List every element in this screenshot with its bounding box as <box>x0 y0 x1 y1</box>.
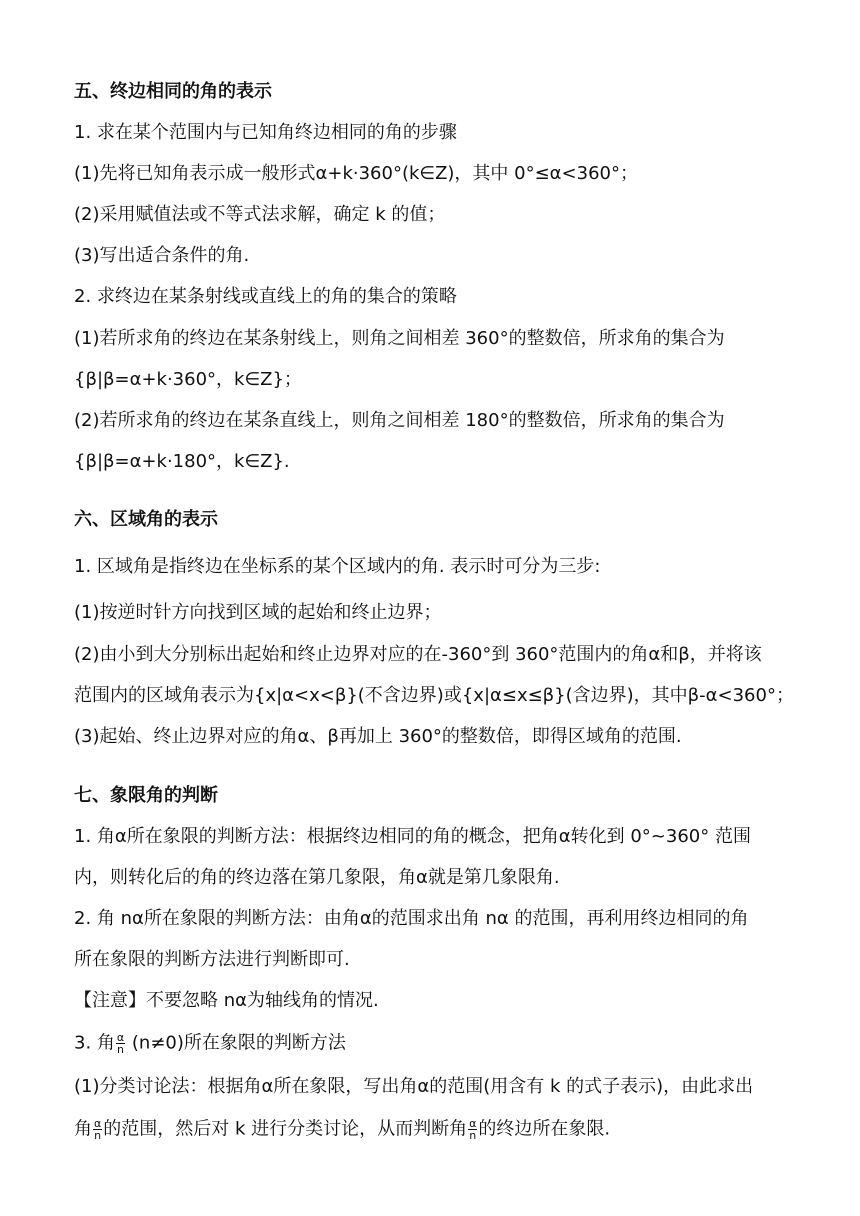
s7-line-8-a: 角 <box>74 1118 92 1140</box>
s6-line-3: (2)由小到大分别标出起始和终止边界对应的在-360°到 360°范围内的角α和β，并将该 <box>74 644 762 665</box>
s6-line-4: 范围内的区域角表示为{x|α<x<β}(不含边界)或{x|α≤x≤β}(含边界)，其中β-α<360°； <box>74 685 794 706</box>
alpha-over-n-fraction <box>468 1118 477 1141</box>
s7-line-8-c: 的终边所在象限. <box>478 1118 611 1140</box>
alpha-over-n-fraction <box>116 1032 125 1055</box>
s7-line-8-b: 的范围，然后对 k 进行分类讨论，从而判断角 <box>103 1118 468 1140</box>
s7-line-2: 内，则转化后的角的终边落在第几象限，角α就是第几象限角. <box>74 867 560 888</box>
s5-line-3: (2)采用赋值法或不等式法求解，确定 k 的值； <box>74 204 446 225</box>
s7-line-6-pre: 3. 角 <box>74 1032 115 1054</box>
s5-line-7: {β|β=α+k·360°，k∈Z}； <box>74 369 302 390</box>
fraction-denominator: n <box>94 1129 102 1142</box>
s7-line-5: 【注意】不要忽略 nα为轴线角的情况. <box>74 990 379 1011</box>
s7-line-1: 1. 角α所在象限的判断方法：根据终边相同的角的概念，把角α转化到 0°~360° 范围 <box>74 826 751 847</box>
fraction-denominator: n <box>469 1129 477 1142</box>
s7-line-7: (1)分类讨论法：根据角α所在象限，写出角α的范围(用含有 k 的式子表示)，由此求出 <box>74 1076 754 1097</box>
fraction-denominator: n <box>117 1043 125 1056</box>
s5-line-9: {β|β=α+k·180°，k∈Z}. <box>74 451 290 472</box>
s5-line-8: (2)若所求角的终边在某条直线上，则角之间相差 180°的整数倍，所求角的集合为 <box>74 410 725 431</box>
s7-line-6-post: (n≠0)所在象限的判断方法 <box>126 1032 346 1054</box>
s7-line-3: 2. 角 nα所在象限的判断方法：由角α的范围求出角 nα 的范围，再利用终边相同的角 <box>74 908 749 929</box>
s5-line-2: (1)先将已知角表示成一般形式α+k·360°(k∈Z)，其中 0°≤α<360°； <box>74 163 638 184</box>
s6-line-2: (1)按逆时针方向找到区域的起始和终止边界； <box>74 602 442 623</box>
s6-line-1: 1. 区域角是指终边在坐标系的某个区域内的角. 表示时可分为三步: <box>74 556 601 577</box>
section-7-heading: 七、象限角的判断 <box>74 785 218 806</box>
section-6-heading: 六、区域角的表示 <box>74 509 218 530</box>
fraction-numerator: α <box>116 1031 125 1044</box>
s7-line-8 <box>74 1118 610 1141</box>
section-5-heading: 五、终边相同的角的表示 <box>74 81 272 102</box>
alpha-over-n-fraction <box>93 1118 102 1141</box>
fraction-numerator: α <box>94 1117 102 1130</box>
s5-line-4: (3)写出适合条件的角. <box>74 245 250 266</box>
s7-line-6 <box>74 1032 346 1055</box>
s5-line-5: 2. 求终边在某条射线或直线上的角的集合的策略 <box>74 286 457 307</box>
fraction-numerator: α <box>469 1117 477 1130</box>
s5-line-6: (1)若所求角的终边在某条射线上，则角之间相差 360°的整数倍，所求角的集合为 <box>74 328 725 349</box>
s7-line-4: 所在象限的判断方法进行判断即可. <box>74 949 350 970</box>
s5-line-1: 1. 求在某个范围内与已知角终边相同的角的步骤 <box>74 122 457 143</box>
s6-line-5: (3)起始、终止边界对应的角α、β再加上 360°的整数倍，即得区域角的范围. <box>74 726 682 747</box>
